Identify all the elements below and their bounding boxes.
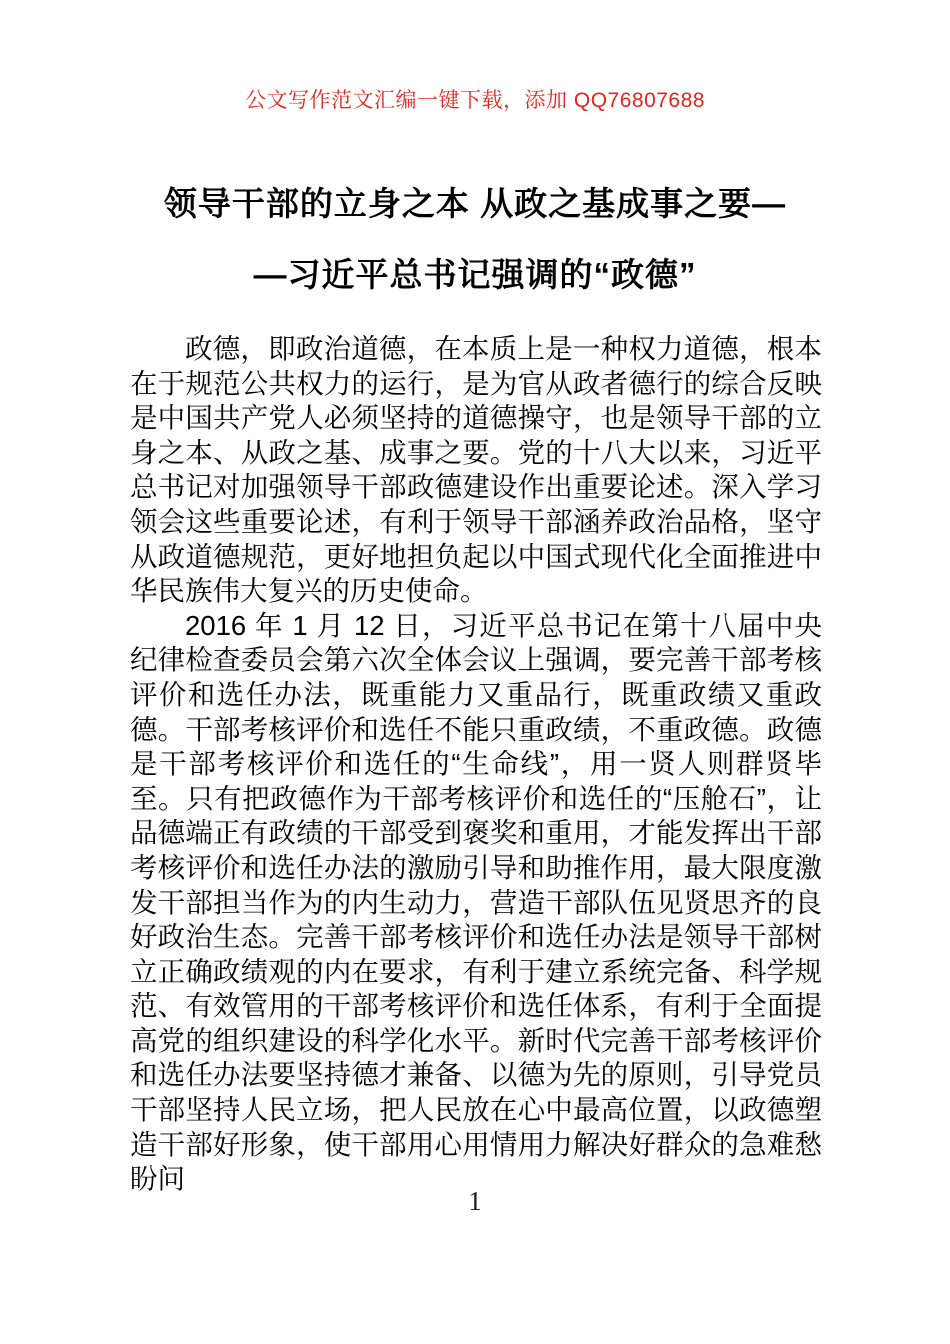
document-body	[130, 332, 822, 1197]
body-paragraph: 政德，即政治道德，在本质上是一种权力道德，根本在于规范公共权力的运行，是为官从政者德行的综合反映是中国共产党人必须坚持的道德操守，也是领导干部的立身之本、从政之基、成事之要。党的十八大以来，习近平总书记对加强领导干部政德建设作出重要论述。深入学习领会这些重要论述，有利于领导干部涵养政治品格，坚守从政道德规范，更好地担负起以中国式现代化全面推进中华民族伟大复兴的历史使命。	[130, 333, 822, 607]
document-title	[115, 168, 835, 310]
page-number: 1	[468, 1186, 482, 1216]
promo-notice-text: 公文写作范文汇编一键下载，添加 QQ76807688	[245, 89, 705, 112]
document-title-line-1: 领导干部的立身之本 从政之基成事之要—	[163, 185, 787, 222]
document-title-line-2: —习近平总书记强调的“政德”	[253, 256, 697, 293]
body-paragraph: 2016 年 1 月 12 日，习近平总书记在第十八届中央纪律检查委员会第六次全体会议上强调，要完善干部考核评价和选任办法，既重能力又重品行，既重政绩又重政德。干部考核评价和选任不能只重政绩，不重政德。政德是干部考核评价和选任的“生命线”，用一贤人则群贤毕至。只有把政德作为干部考核评价和选任的“压舱石”，让品德端正有政绩的干部受到褒奖和重用，才能发挥出干部考核评价和选任办法的激励引导和助推作用，最大限度激发干部担当作为的内生动力，营造干部队伍见贤思齐的良好政治生态。完善干部考核评价和选任办法是领导干部树立正确政绩观的内在要求，有利于建立系统完备、科学规范、有效管用的干部考核评价和选任体系，有利于全面提高党的组织建设的科学化水平。新时代完善干部考核评价和选任办法要坚持德才兼备、以德为先的原则，引导党员干部坚持人民立场，把人民放在心中最高位置，以政德塑造干部好形象，使干部用心用情用力解决好群众的急难愁盼问	[130, 609, 822, 1195]
